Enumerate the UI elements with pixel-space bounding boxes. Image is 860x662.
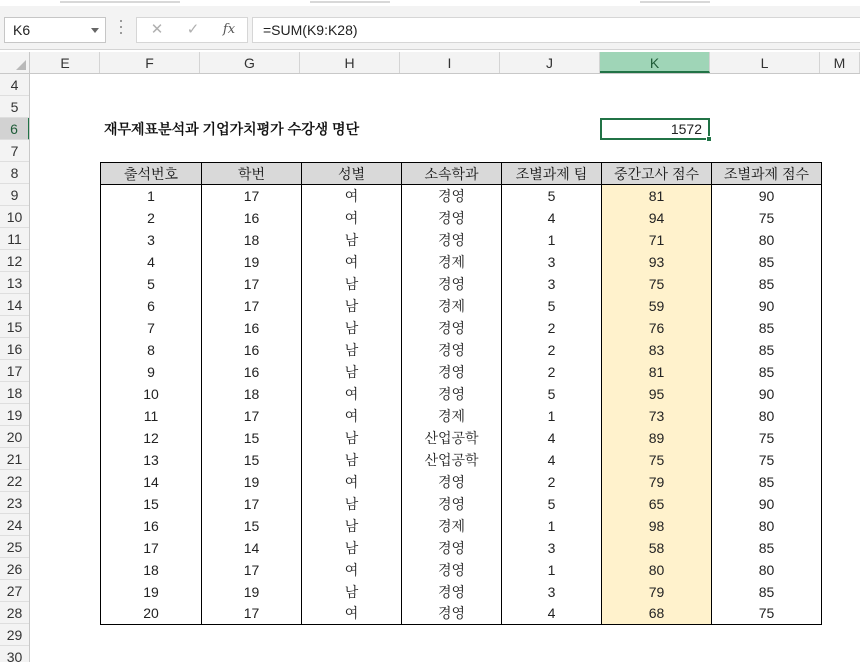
row-header-26[interactable]: 26 bbox=[0, 558, 29, 580]
table-cell[interactable]: 85 bbox=[712, 273, 822, 295]
cancel-icon[interactable]: ✕ bbox=[150, 21, 164, 38]
chevron-down-icon[interactable] bbox=[91, 28, 99, 33]
table-cell[interactable]: 여 bbox=[302, 471, 402, 493]
row-header-20[interactable]: 20 bbox=[0, 426, 29, 448]
table-cell[interactable]: 85 bbox=[712, 581, 822, 603]
table-header-cell[interactable]: 소속학과 bbox=[402, 163, 502, 185]
row-header-22[interactable]: 22 bbox=[0, 470, 29, 492]
table-cell[interactable]: 경영 bbox=[402, 537, 502, 559]
table-cell[interactable]: 5 bbox=[502, 383, 602, 405]
table-row bbox=[101, 295, 822, 317]
table-cell[interactable]: 2 bbox=[502, 317, 602, 339]
table-cell[interactable]: 18 bbox=[202, 383, 302, 405]
table-cell[interactable]: 2 bbox=[502, 361, 602, 383]
table-cell[interactable]: 남 bbox=[302, 317, 402, 339]
table-cell[interactable]: 경영 bbox=[402, 317, 502, 339]
table-cell[interactable]: 85 bbox=[712, 471, 822, 493]
select-all-icon[interactable] bbox=[16, 60, 26, 70]
insert-function-icon[interactable]: fx bbox=[222, 22, 236, 37]
table-cell[interactable]: 여 bbox=[302, 185, 402, 207]
table-cell[interactable]: 남 bbox=[302, 339, 402, 361]
table-cell[interactable]: 20 bbox=[101, 603, 202, 625]
column-header-k[interactable]: K bbox=[600, 52, 710, 73]
formula-input[interactable] bbox=[252, 17, 860, 43]
table-cell[interactable]: 2 bbox=[502, 339, 602, 361]
table-cell[interactable]: 남 bbox=[302, 361, 402, 383]
worksheet-grid[interactable] bbox=[31, 74, 860, 662]
table-cell[interactable]: 경영 bbox=[402, 229, 502, 251]
table-cell[interactable]: 14 bbox=[202, 537, 302, 559]
table-cell[interactable]: 89 bbox=[602, 427, 712, 449]
table-cell[interactable]: 경영 bbox=[402, 361, 502, 383]
table-row bbox=[101, 581, 822, 603]
table-header-cell[interactable]: 학번 bbox=[202, 163, 302, 185]
table-cell[interactable]: 3 bbox=[502, 537, 602, 559]
table-row bbox=[101, 185, 822, 207]
table-cell[interactable]: 여 bbox=[302, 603, 402, 625]
table-cell[interactable]: 80 bbox=[712, 515, 822, 537]
column-header-i[interactable]: I bbox=[400, 52, 500, 73]
table-cell[interactable]: 85 bbox=[712, 537, 822, 559]
table-row bbox=[101, 273, 822, 295]
table-cell[interactable]: 경제 bbox=[402, 295, 502, 317]
table-cell[interactable]: 산업공학 bbox=[402, 449, 502, 471]
table-cell[interactable]: 경영 bbox=[402, 207, 502, 229]
formula-bar-resize-handle[interactable] bbox=[119, 20, 123, 38]
table-cell[interactable]: 17 bbox=[202, 559, 302, 581]
table-cell[interactable]: 경영 bbox=[402, 339, 502, 361]
table-cell[interactable]: 8 bbox=[101, 339, 202, 361]
table-cell[interactable]: 1 bbox=[502, 515, 602, 537]
table-cell[interactable]: 68 bbox=[602, 603, 712, 625]
row-header-7[interactable]: 7 bbox=[0, 140, 29, 162]
row-header-19[interactable]: 19 bbox=[0, 404, 29, 426]
table-cell[interactable]: 79 bbox=[602, 471, 712, 493]
table-cell[interactable]: 80 bbox=[712, 229, 822, 251]
table-row bbox=[101, 405, 822, 427]
table-cell[interactable]: 남 bbox=[302, 295, 402, 317]
table-cell[interactable]: 여 bbox=[302, 383, 402, 405]
table-cell[interactable]: 경영 bbox=[402, 185, 502, 207]
table-cell[interactable]: 16 bbox=[202, 339, 302, 361]
table-cell[interactable]: 남 bbox=[302, 449, 402, 471]
table-cell[interactable]: 76 bbox=[602, 317, 712, 339]
table-cell[interactable]: 19 bbox=[202, 471, 302, 493]
row-header-17[interactable]: 17 bbox=[0, 360, 29, 382]
name-box-value[interactable]: K6 bbox=[13, 22, 31, 38]
table-cell[interactable]: 75 bbox=[602, 273, 712, 295]
table-cell[interactable]: 11 bbox=[101, 405, 202, 427]
table-cell[interactable]: 58 bbox=[602, 537, 712, 559]
table-cell[interactable]: 산업공학 bbox=[402, 427, 502, 449]
row-header-14[interactable]: 14 bbox=[0, 294, 29, 316]
table-cell[interactable]: 15 bbox=[202, 449, 302, 471]
table-cell[interactable]: 1 bbox=[502, 229, 602, 251]
table-row bbox=[101, 603, 822, 625]
row-header-16[interactable]: 16 bbox=[0, 338, 29, 360]
table-cell[interactable]: 9 bbox=[101, 361, 202, 383]
row-header-12[interactable]: 12 bbox=[0, 250, 29, 272]
table-cell[interactable]: 경영 bbox=[402, 273, 502, 295]
table-cell[interactable]: 15 bbox=[202, 427, 302, 449]
row-header-25[interactable]: 25 bbox=[0, 536, 29, 558]
table-cell[interactable]: 17 bbox=[202, 603, 302, 625]
table-cell[interactable]: 4 bbox=[502, 427, 602, 449]
table-cell[interactable]: 3 bbox=[502, 581, 602, 603]
table-row bbox=[101, 537, 822, 559]
table-cell[interactable]: 19 bbox=[202, 581, 302, 603]
column-header-f[interactable]: F bbox=[100, 52, 200, 73]
table-cell[interactable]: 83 bbox=[602, 339, 712, 361]
table-cell[interactable]: 17 bbox=[202, 273, 302, 295]
table-cell[interactable]: 남 bbox=[302, 537, 402, 559]
table-cell[interactable]: 73 bbox=[602, 405, 712, 427]
table-row bbox=[101, 251, 822, 273]
table-cell[interactable]: 15 bbox=[202, 515, 302, 537]
table-cell[interactable]: 90 bbox=[712, 185, 822, 207]
ribbon-fragment bbox=[640, 0, 710, 3]
table-cell[interactable]: 94 bbox=[602, 207, 712, 229]
table-cell[interactable]: 10 bbox=[101, 383, 202, 405]
table-cell[interactable]: 경영 bbox=[402, 559, 502, 581]
table-row bbox=[101, 493, 822, 515]
table-header-cell[interactable]: 조별과제 팀 bbox=[502, 163, 602, 185]
table-cell[interactable]: 81 bbox=[602, 361, 712, 383]
table-body bbox=[101, 185, 822, 625]
table-cell[interactable]: 3 bbox=[101, 229, 202, 251]
table-cell[interactable]: 16 bbox=[202, 207, 302, 229]
table-cell[interactable]: 3 bbox=[502, 251, 602, 273]
table-cell[interactable]: 75 bbox=[602, 449, 712, 471]
table-cell[interactable]: 4 bbox=[502, 207, 602, 229]
row-header-9[interactable]: 9 bbox=[0, 184, 29, 206]
column-header-l[interactable]: L bbox=[710, 52, 820, 73]
table-row bbox=[101, 471, 822, 493]
table-cell[interactable]: 남 bbox=[302, 229, 402, 251]
column-header-row bbox=[0, 52, 860, 74]
table-cell[interactable]: 75 bbox=[712, 449, 822, 471]
table-cell[interactable]: 17 bbox=[202, 405, 302, 427]
table-cell[interactable]: 75 bbox=[712, 603, 822, 625]
row-header-8[interactable]: 8 bbox=[0, 162, 29, 184]
table-cell[interactable]: 5 bbox=[502, 295, 602, 317]
table-cell[interactable]: 75 bbox=[712, 207, 822, 229]
table-header-cell[interactable]: 성별 bbox=[302, 163, 402, 185]
table-cell[interactable]: 경제 bbox=[402, 251, 502, 273]
row-header-27[interactable]: 27 bbox=[0, 580, 29, 602]
table-header-cell[interactable]: 출석번호 bbox=[101, 163, 202, 185]
sheet-title[interactable]: 재무제표분석과 기업가치평가 수강생 명단 bbox=[104, 121, 360, 137]
table-row bbox=[101, 449, 822, 471]
row-header-30[interactable]: 30 bbox=[0, 646, 29, 662]
row-header-24[interactable]: 24 bbox=[0, 514, 29, 536]
table-cell[interactable]: 90 bbox=[712, 383, 822, 405]
table-cell[interactable]: 59 bbox=[602, 295, 712, 317]
table-cell[interactable]: 80 bbox=[602, 559, 712, 581]
row-header-5[interactable]: 5 bbox=[0, 96, 29, 118]
ribbon-fragment bbox=[60, 0, 180, 3]
column-header-m[interactable]: M bbox=[820, 52, 860, 73]
table-header-cell[interactable]: 조별과제 점수 bbox=[712, 163, 822, 185]
table-cell[interactable]: 19 bbox=[202, 251, 302, 273]
column-header-h[interactable]: H bbox=[300, 52, 400, 73]
table-row bbox=[101, 229, 822, 251]
table-cell[interactable]: 1 bbox=[502, 559, 602, 581]
table-row bbox=[101, 339, 822, 361]
table-cell[interactable]: 95 bbox=[602, 383, 712, 405]
row-header-29[interactable]: 29 bbox=[0, 624, 29, 646]
table-cell[interactable]: 80 bbox=[712, 559, 822, 581]
table-row bbox=[101, 361, 822, 383]
table-cell[interactable]: 65 bbox=[602, 493, 712, 515]
table-cell[interactable]: 71 bbox=[602, 229, 712, 251]
table-cell[interactable]: 17 bbox=[202, 185, 302, 207]
active-cell-k6[interactable] bbox=[600, 118, 710, 140]
row-header-10[interactable]: 10 bbox=[0, 206, 29, 228]
table-cell[interactable]: 13 bbox=[101, 449, 202, 471]
table-cell[interactable]: 4 bbox=[502, 603, 602, 625]
formula-bar-buttons bbox=[136, 17, 248, 43]
formula-text[interactable]: =SUM(K9:K28) bbox=[263, 22, 358, 38]
column-header-e[interactable]: E bbox=[31, 52, 100, 73]
table-cell[interactable]: 17 bbox=[202, 295, 302, 317]
table-row bbox=[101, 207, 822, 229]
table-cell[interactable]: 75 bbox=[712, 427, 822, 449]
table-cell[interactable]: 5 bbox=[502, 185, 602, 207]
table-header-row bbox=[101, 163, 822, 185]
table-cell[interactable]: 남 bbox=[302, 493, 402, 515]
table-cell[interactable]: 남 bbox=[302, 581, 402, 603]
row-header-11[interactable]: 11 bbox=[0, 228, 29, 250]
table-cell[interactable]: 18 bbox=[101, 559, 202, 581]
table-cell[interactable]: 15 bbox=[101, 493, 202, 515]
table-cell[interactable]: 85 bbox=[712, 317, 822, 339]
table-row bbox=[101, 383, 822, 405]
table-cell[interactable]: 여 bbox=[302, 405, 402, 427]
table-cell[interactable]: 17 bbox=[202, 493, 302, 515]
active-cell-value[interactable]: 1572 bbox=[670, 121, 702, 137]
select-all-button[interactable] bbox=[0, 52, 30, 73]
table-cell[interactable]: 3 bbox=[502, 273, 602, 295]
table-cell[interactable]: 남 bbox=[302, 427, 402, 449]
table-cell[interactable]: 80 bbox=[712, 405, 822, 427]
table-row bbox=[101, 317, 822, 339]
table-cell[interactable]: 19 bbox=[101, 581, 202, 603]
table-cell[interactable]: 12 bbox=[101, 427, 202, 449]
table-cell[interactable]: 4 bbox=[502, 449, 602, 471]
table-cell[interactable]: 경제 bbox=[402, 515, 502, 537]
fill-handle[interactable] bbox=[706, 136, 712, 142]
table-row bbox=[101, 559, 822, 581]
table-cell[interactable]: 경영 bbox=[402, 581, 502, 603]
table-cell[interactable]: 경영 bbox=[402, 383, 502, 405]
table-cell[interactable]: 16 bbox=[202, 317, 302, 339]
table-cell[interactable]: 남 bbox=[302, 273, 402, 295]
table-cell[interactable]: 14 bbox=[101, 471, 202, 493]
table-row bbox=[101, 427, 822, 449]
row-header-18[interactable]: 18 bbox=[0, 382, 29, 404]
table-cell[interactable]: 16 bbox=[101, 515, 202, 537]
table-cell[interactable]: 경영 bbox=[402, 603, 502, 625]
table-cell[interactable]: 7 bbox=[101, 317, 202, 339]
table-cell[interactable]: 18 bbox=[202, 229, 302, 251]
table-cell[interactable]: 5 bbox=[502, 493, 602, 515]
row-header-4[interactable]: 4 bbox=[0, 74, 29, 96]
formula-bar bbox=[0, 6, 860, 50]
table-cell[interactable]: 16 bbox=[202, 361, 302, 383]
enter-icon[interactable]: ✓ bbox=[186, 21, 200, 38]
column-header-g[interactable]: G bbox=[200, 52, 300, 73]
table-cell[interactable]: 81 bbox=[602, 185, 712, 207]
table-cell[interactable]: 경제 bbox=[402, 405, 502, 427]
student-table bbox=[100, 162, 822, 625]
table-cell[interactable]: 5 bbox=[101, 273, 202, 295]
row-header-15[interactable]: 15 bbox=[0, 316, 29, 338]
table-cell[interactable]: 90 bbox=[712, 493, 822, 515]
row-header-13[interactable]: 13 bbox=[0, 272, 29, 294]
table-cell[interactable]: 85 bbox=[712, 339, 822, 361]
table-header-cell[interactable]: 중간고사 점수 bbox=[602, 163, 712, 185]
table-cell[interactable]: 93 bbox=[602, 251, 712, 273]
column-header-j[interactable]: J bbox=[500, 52, 600, 73]
table-cell[interactable]: 2 bbox=[502, 471, 602, 493]
table-cell[interactable]: 4 bbox=[101, 251, 202, 273]
row-header-column bbox=[0, 74, 30, 662]
table-cell[interactable]: 경영 bbox=[402, 493, 502, 515]
table-cell[interactable]: 85 bbox=[712, 251, 822, 273]
table-cell[interactable]: 여 bbox=[302, 207, 402, 229]
table-cell[interactable]: 2 bbox=[101, 207, 202, 229]
table-cell[interactable]: 79 bbox=[602, 581, 712, 603]
table-cell[interactable]: 1 bbox=[101, 185, 202, 207]
row-header-21[interactable]: 21 bbox=[0, 448, 29, 470]
table-cell[interactable]: 1 bbox=[502, 405, 602, 427]
table-cell[interactable]: 85 bbox=[712, 361, 822, 383]
table-cell[interactable]: 17 bbox=[101, 537, 202, 559]
table-cell[interactable]: 98 bbox=[602, 515, 712, 537]
name-box[interactable] bbox=[4, 17, 106, 43]
ribbon-fragment bbox=[310, 0, 390, 3]
row-header-6[interactable]: 6 bbox=[0, 118, 30, 140]
table-cell[interactable]: 경영 bbox=[402, 471, 502, 493]
row-header-23[interactable]: 23 bbox=[0, 492, 29, 514]
table-cell[interactable]: 여 bbox=[302, 559, 402, 581]
table-row bbox=[101, 515, 822, 537]
table-cell[interactable]: 6 bbox=[101, 295, 202, 317]
table-cell[interactable]: 90 bbox=[712, 295, 822, 317]
table-cell[interactable]: 남 bbox=[302, 515, 402, 537]
row-header-28[interactable]: 28 bbox=[0, 602, 29, 624]
table-cell[interactable]: 여 bbox=[302, 251, 402, 273]
